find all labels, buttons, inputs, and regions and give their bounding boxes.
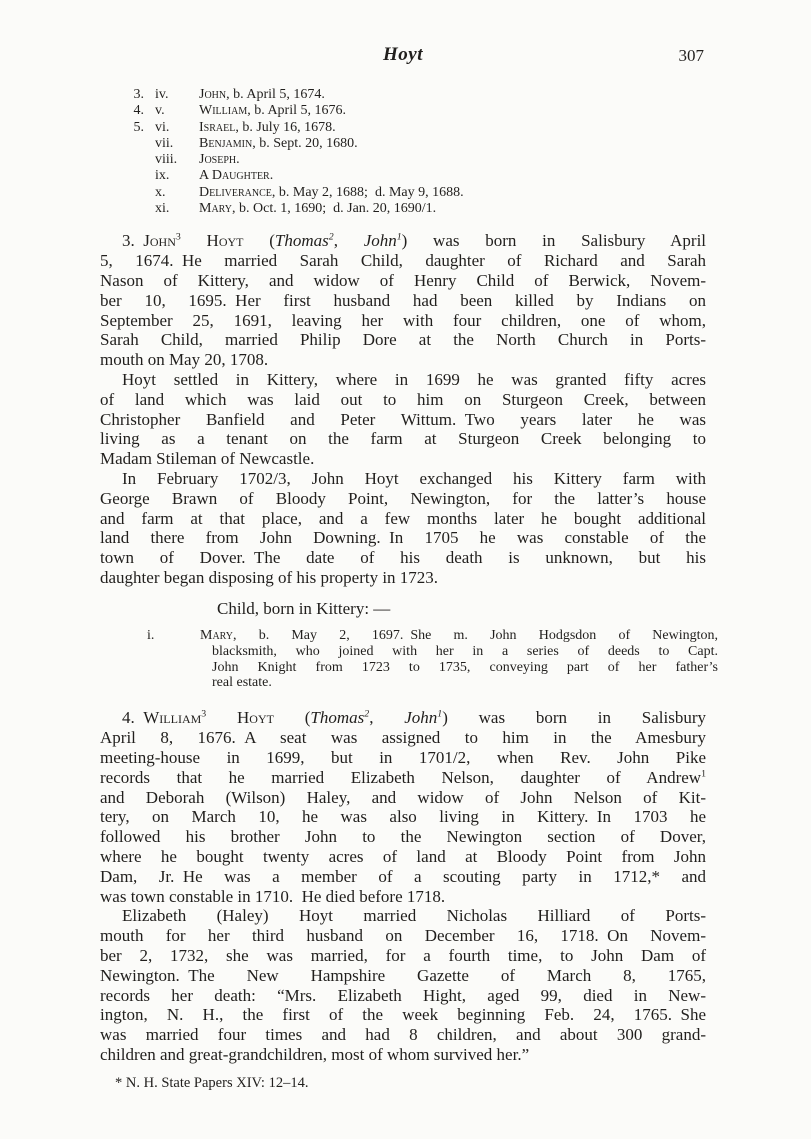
child-detail: , b. April 5, 1674.	[226, 87, 325, 102]
child-family-number: 3.	[133, 87, 144, 102]
child-roman-numeral: v.	[155, 103, 165, 119]
child-entry-text	[199, 103, 706, 119]
children-list-row	[100, 201, 706, 217]
child-detail: , b. April 5, 1676.	[247, 103, 346, 119]
child-section-heading: Child, born in Kittery: —	[217, 598, 391, 618]
paragraph-john-kittery: Hoyt settled in Kittery, where in 1699 he was granted fifty acres of land which was laid out to him on Sturgeon Creek, between Christopher Banfield and Peter Wittum. Two years later he was living as a tenant on the farm at Sturgeon Creek belonging to Madam Stileman of Newcastle.	[100, 369, 706, 469]
child-name: Joseph	[199, 152, 237, 168]
child-entry-text	[199, 87, 706, 103]
child-entry-text	[199, 136, 706, 152]
child-entry-text	[199, 168, 706, 184]
child-detail: , b. July 16, 1678.	[235, 119, 336, 135]
page-title: Hoyt	[383, 44, 423, 65]
child-roman-numeral: x.	[155, 184, 166, 200]
child-detail: .	[269, 168, 274, 184]
child-roman-numeral: vi.	[155, 119, 170, 135]
text-column	[100, 0, 718, 1092]
child-name: William	[199, 103, 248, 119]
child-entry-text	[199, 152, 706, 168]
child-detail: , b. May 2, 1688; d. May 9, 1688.	[271, 184, 464, 200]
child-entry-body: Mary, b. May 2, 1697. She m. John Hodgsdon of Newington, blacksmith, who joined with her in a series of deeds to Capt. John Knight from 1723 to 1735, conveying part of her father’s real estate.	[200, 627, 718, 691]
child-detail: .	[236, 152, 240, 168]
children-list-row	[100, 185, 706, 201]
paragraph-john-exchange: In February 1702/3, John Hoyt exchanged his Kittery farm with George Brawn of Bloody Point, Newington, for the latter’s house and farm at that place, and a few months later he bought additional land there from John Downing. In 1705 he was constable of the town of Dover. The date of his death is unknown, but his daughter began disposing of his property in 1723.	[100, 468, 706, 587]
child-roman-numeral: xi.	[155, 201, 170, 217]
child-entry-text	[199, 201, 706, 217]
child-entry-mary	[147, 627, 718, 692]
child-roman-numeral: ix.	[155, 168, 170, 184]
child-name: Mary	[199, 201, 233, 217]
page-number: 307	[678, 46, 704, 65]
child-family-number	[100, 168, 144, 184]
children-list-row	[100, 136, 706, 152]
children-list-row	[100, 87, 706, 103]
child-name: A Daughter	[199, 168, 270, 184]
child-name: Benjamin	[199, 135, 253, 151]
paragraph-john-heading: 3. John$^3$ Hoyt (Thomas$^2$, John$^1$) was born in Salisbury April 5, 1674. He married Sarah Child, daughter of Richard and Sarah Nason of Kittery, and widow of Henry Child of Berwick, Novem- ber 10, 1695. Her first husband had been killed by Indians on September 25, 1691, leaving her with four children, one of whom, Sarah Child, married Philip Dore at the North Church in Ports- mouth on May 20, 1708.	[100, 231, 707, 370]
child-entry-roman: i.	[147, 627, 155, 643]
child-family-number	[100, 201, 144, 217]
child-family-number	[100, 136, 144, 152]
children-list	[100, 87, 706, 217]
child-family-number	[100, 152, 144, 168]
child-family-number: 5.	[133, 119, 144, 135]
child-detail: , b. Oct. 1, 1690; d. Jan. 20, 1690/1.	[232, 201, 437, 217]
child-roman-numeral: vii.	[155, 135, 174, 151]
child-name: Israel	[199, 119, 236, 135]
paragraph-william-heading: 4. William$^3$ Hoyt (Thomas$^2$, John$^1$) was born in Salisbury April 8, 1676. A seat was assigned to him in the Amesbury meeting-house in 1699, but in 1701/2, when Rev. John Pike records that he married Elizabeth Nelson, daughter of Andrew$^1$ and Deborah (Wilson) Haley, and widow of John Nelson of Kit- tery, on March 10, he was also living in Kittery. In 1703 he followed his brother John to the Newington section of Dover, where he bought twenty acres of land at Bloody Point from John Dam, Jr. He was a member of a scouting party in 1712,* and was town constable in 1710. He died before 1718.	[100, 708, 707, 906]
footnote: * N. H. State Papers XIV: 12–14.	[115, 1074, 309, 1091]
child-entry-text	[199, 185, 706, 201]
child-name: John	[199, 87, 227, 102]
child-roman-numeral: viii.	[155, 152, 178, 168]
children-list-row	[100, 103, 706, 119]
child-entry-text	[199, 120, 706, 136]
children-list-row	[100, 152, 706, 168]
paragraph-elizabeth: Elizabeth (Haley) Hoyt married Nicholas Hilliard of Ports- mouth for her third husband on December 16, 1718. On Novem- ber 2, 1732, she was married, for a fourth time, to John Dam of Newington. The New Hampshire Gazette of March 8, 1765, records her death: “Mrs. Elizabeth Hight, aged 99, died in New- ington, N. H., the first of the week beginning Feb. 24, 1765. She was married four times and had 8 children, and about 300 grand- children and great-grandchildren, most of whom survived her.”	[100, 906, 706, 1064]
child-detail: , b. Sept. 20, 1680.	[252, 135, 358, 151]
child-roman-numeral: iv.	[155, 87, 169, 102]
running-head	[100, 0, 706, 66]
children-list-row	[100, 168, 706, 184]
children-list-row	[100, 120, 706, 136]
child-name: Deliverance	[199, 184, 272, 200]
child-family-number	[100, 185, 144, 201]
child-family-number: 4.	[133, 103, 144, 119]
